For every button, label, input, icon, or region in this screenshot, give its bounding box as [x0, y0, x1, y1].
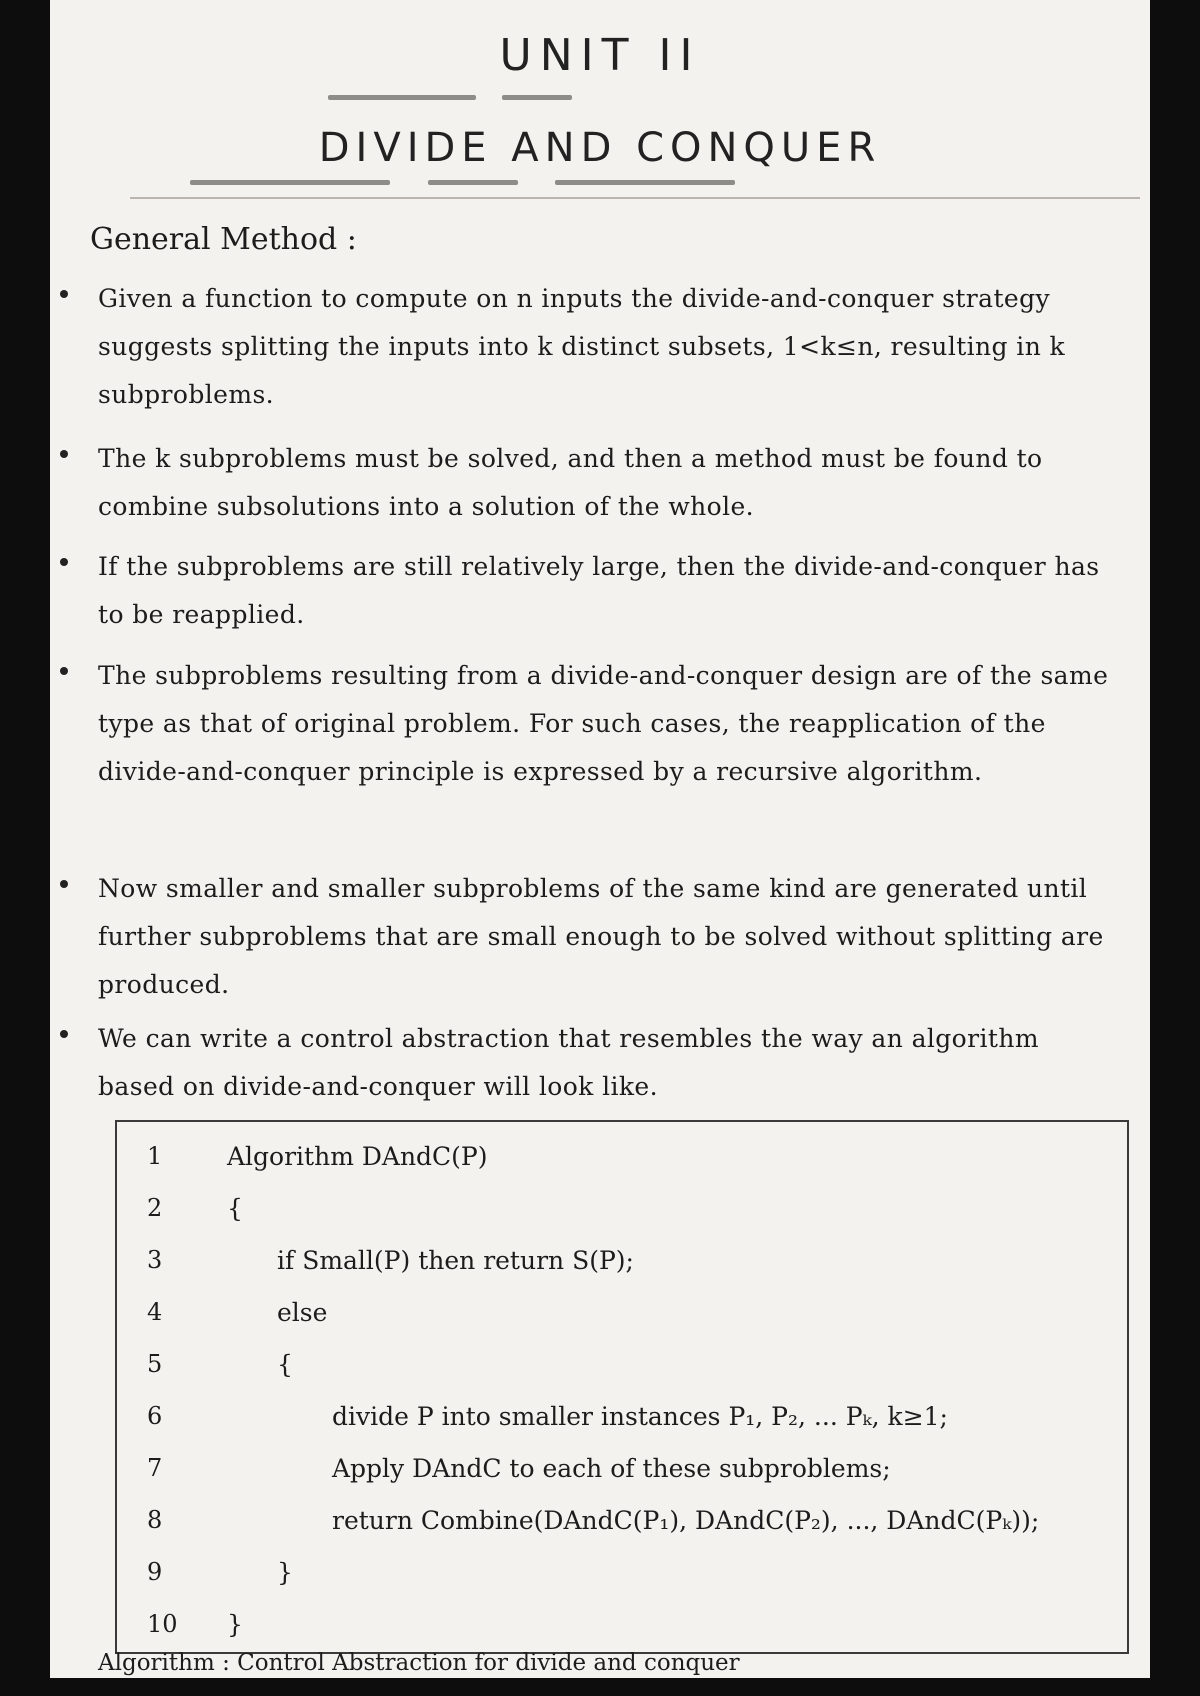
- header-rule: [130, 197, 1140, 199]
- bullet-text: The k subproblems must be solved, and then a method must be found to combine subsolutions into a solution of the whole.: [98, 444, 1043, 521]
- unit-underline: [328, 95, 476, 100]
- code-text: Algorithm DAndC(P): [227, 1142, 488, 1171]
- bullet-item: [60, 652, 1110, 796]
- bullet-item: [60, 1015, 1110, 1111]
- algorithm-box: [115, 1120, 1129, 1654]
- line-number: 1: [147, 1142, 163, 1170]
- bullet-text: Now smaller and smaller subproblems of the same kind are generated until further subproblems that are small enough to be solved without splitting are produced.: [98, 874, 1104, 999]
- title-underline: [190, 180, 390, 185]
- bullet-item: [60, 865, 1110, 1009]
- line-number: 7: [147, 1454, 163, 1482]
- algorithm-caption: Algorithm : Control Abstraction for divide and conquer: [98, 1650, 740, 1676]
- bullet-dot-icon: [60, 667, 68, 675]
- bullet-dot-icon: [60, 290, 68, 298]
- notebook-page: [50, 0, 1150, 1678]
- bullet-dot-icon: [60, 1030, 68, 1038]
- code-line: [117, 1350, 1127, 1394]
- code-line: [117, 1194, 1127, 1238]
- bullet-item: [60, 543, 1110, 639]
- code-text: }: [227, 1610, 243, 1639]
- bullet-text: We can write a control abstraction that resembles the way an algorithm based on divide-and-conquer will look like.: [98, 1024, 1039, 1101]
- line-number: 6: [147, 1402, 163, 1430]
- scan-border-right: [1150, 0, 1200, 1696]
- code-line: [117, 1506, 1127, 1550]
- code-text: else: [277, 1298, 328, 1327]
- bullet-item: [60, 275, 1110, 419]
- bullet-text: The subproblems resulting from a divide-and-conquer design are of the same type as that of original problem. For such cases, the reapplication of the divide-and-conquer principle is expressed by a recursive algorithm.: [98, 661, 1109, 786]
- title-underline-2: [428, 180, 518, 185]
- code-text: }: [277, 1558, 293, 1587]
- scan-border-bottom: [0, 1678, 1200, 1696]
- scan-border-left: [0, 0, 50, 1696]
- bullet-dot-icon: [60, 558, 68, 566]
- code-text: return Combine(DAndC(P₁), DAndC(P₂), ..., DAndC(Pₖ));: [332, 1506, 1040, 1535]
- code-text: if Small(P) then return S(P);: [277, 1246, 634, 1275]
- title-underline-3: [555, 180, 735, 185]
- bullet-text: If the subproblems are still relatively large, then the divide-and-conquer has to be reapplied.: [98, 552, 1100, 629]
- code-line: [117, 1454, 1127, 1498]
- bullet-text: Given a function to compute on n inputs the divide-and-conquer strategy suggests splitting the inputs into k distinct subsets, 1<k≤n, resulting in k subproblems.: [98, 284, 1066, 409]
- line-number: 8: [147, 1506, 163, 1534]
- line-number: 5: [147, 1350, 163, 1378]
- line-number: 10: [147, 1610, 178, 1638]
- code-text: divide P into smaller instances P₁, P₂, ... Pₖ, k≥1;: [332, 1402, 948, 1431]
- code-line: [117, 1298, 1127, 1342]
- code-line: [117, 1142, 1127, 1186]
- line-number: 9: [147, 1558, 163, 1586]
- unit-underline-2: [502, 95, 572, 100]
- code-line: [117, 1402, 1127, 1446]
- code-line: [117, 1246, 1127, 1290]
- code-text: {: [277, 1350, 293, 1379]
- unit-title: UNIT II: [499, 30, 701, 81]
- line-number: 4: [147, 1298, 163, 1326]
- bullet-dot-icon: [60, 880, 68, 888]
- page-title: DIVIDE AND CONQUER: [318, 125, 882, 171]
- code-text: Apply DAndC to each of these subproblems;: [332, 1454, 891, 1483]
- code-text: {: [227, 1194, 243, 1223]
- bullet-dot-icon: [60, 450, 68, 458]
- code-line: [117, 1558, 1127, 1602]
- code-line: [117, 1610, 1127, 1654]
- line-number: 2: [147, 1194, 163, 1222]
- bullet-item: [60, 435, 1110, 531]
- section-heading: General Method :: [90, 222, 357, 257]
- line-number: 3: [147, 1246, 163, 1274]
